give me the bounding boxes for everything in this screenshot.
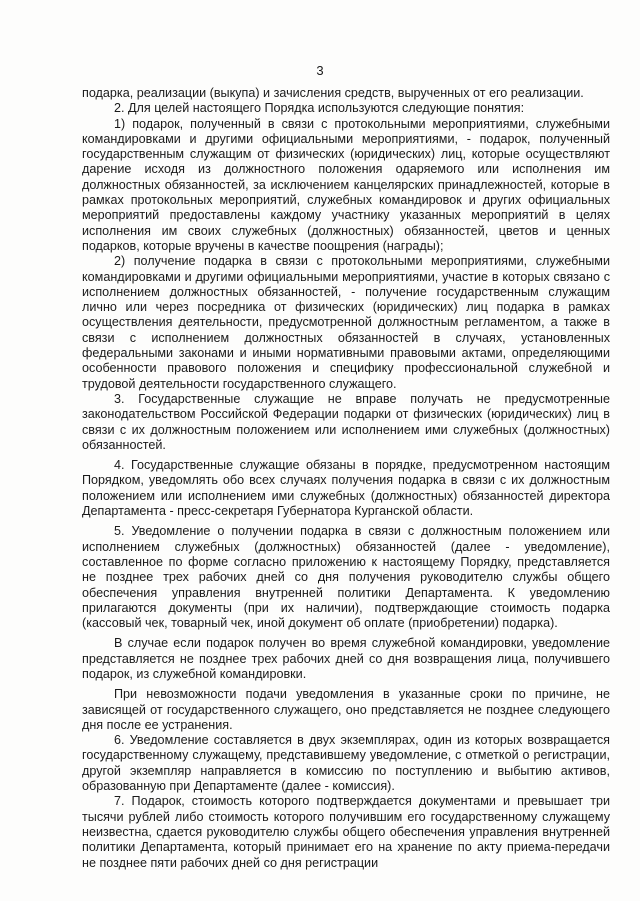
paragraph-2-item-2: 2) получение подарка в связи с протокольными мероприятиями, служебными командировками и другими официальными мероприятиями, участие в которых связано с исполнением должностных обязанностей, - получение государственным служащим лично или через посредника от физических (юридических) лиц подарка в рамках осуществления деятельности, предусмотренной должностным регламентом, а также в связи с исполнением должностных обязанностей в случаях, установленных федеральными законами и иными нормативными правовыми актами, определяющими особенности правового положения и специфику профессиональной служебной и трудовой деятельности государственного служащего. <box>82 254 610 391</box>
paragraph-7: 7. Подарок, стоимость которого подтверждается документами и превышает три тысячи рублей либо стоимость которого получившим его государственному служащему неизвестна, сдается руководителю службы общего обеспечения управления внутренней политики Департамента, который принимает его на хранение по акту приема-передачи не позднее пяти рабочих дней со дня регистрации <box>82 794 610 870</box>
paragraph-5-business-trip: В случае если подарок получен во время служебной командировки, уведомление представляется не позднее трех рабочих дней со дня возвращения лица, получившего подарок, из служебной командировки. <box>82 636 610 681</box>
paragraph-2-item-1: 1) подарок, полученный в связи с протокольными мероприятиями, служебными командировками и другими официальными мероприятиями, - подарок, полученный государственным служащим от физических (юридических) лиц, которые осуществляют дарение исходя из должностного положения одаряемого или исполнения им должностных обязанностей, за исключением канцелярских принадлежностей, которые в рамках протокольных мероприятий, служебных командировок и других официальных мероприятий предоставлены каждому участнику указанных мероприятий в целях исполнения им своих служебных (должностных) обязанностей, цветов и ценных подарков, которые вручены в качестве поощрения (награды); <box>82 116 610 253</box>
document-body <box>82 86 610 871</box>
paragraph-5: 5. Уведомление о получении подарка в связи с должностным положением или исполнением служебных (должностных) обязанностей (далее - уведомление), составленное по форме согласно приложению к настоящему Порядку, представляется не позднее трех рабочих дней со дня получения руководителю службы общего обеспечения управления внутренней политики Департамента. К уведомлению прилагаются документы (при их наличии), подтверждающие стоимость подарка (кассовый чек, товарный чек, иной документ об оплате (приобретении) подарка). <box>82 524 610 631</box>
paragraph-5-impossibility: При невозможности подачи уведомления в указанные сроки по причине, не зависящей от государственного служащего, оно представляется не позднее следующего дня после ее устранения. <box>82 687 610 732</box>
paragraph-4: 4. Государственные служащие обязаны в порядке, предусмотренном настоящим Порядком, уведомлять обо всех случаях получения подарка в связи с их должностным положением или исполнением ими служебных (должностных) обязанностей директора Департамента - пресс-секретаря Губернатора Курганской области. <box>82 458 610 519</box>
paragraph-6: 6. Уведомление составляется в двух экземплярах, один из которых возвращается государственному служащему, представившему уведомление, с отметкой о регистрации, другой экземпляр направляется в комиссию по поступлению и выбытию активов, образованную при Департаменте (далее - комиссия). <box>82 733 610 794</box>
paragraph-2: 2. Для целей настоящего Порядка используются следующие понятия: <box>114 101 525 116</box>
paragraph-continuation: подарка, реализации (выкупа) и зачисления средств, вырученных от его реализации. <box>82 86 584 100</box>
page-number: 3 <box>316 63 324 78</box>
paragraph-3: 3. Государственные служащие не вправе получать не предусмотренные законодательством Российской Федерации подарки от физических (юридических) лиц в связи с их должностным положением или исполнением ими служебных (должностных) обязанностей. <box>82 391 610 452</box>
